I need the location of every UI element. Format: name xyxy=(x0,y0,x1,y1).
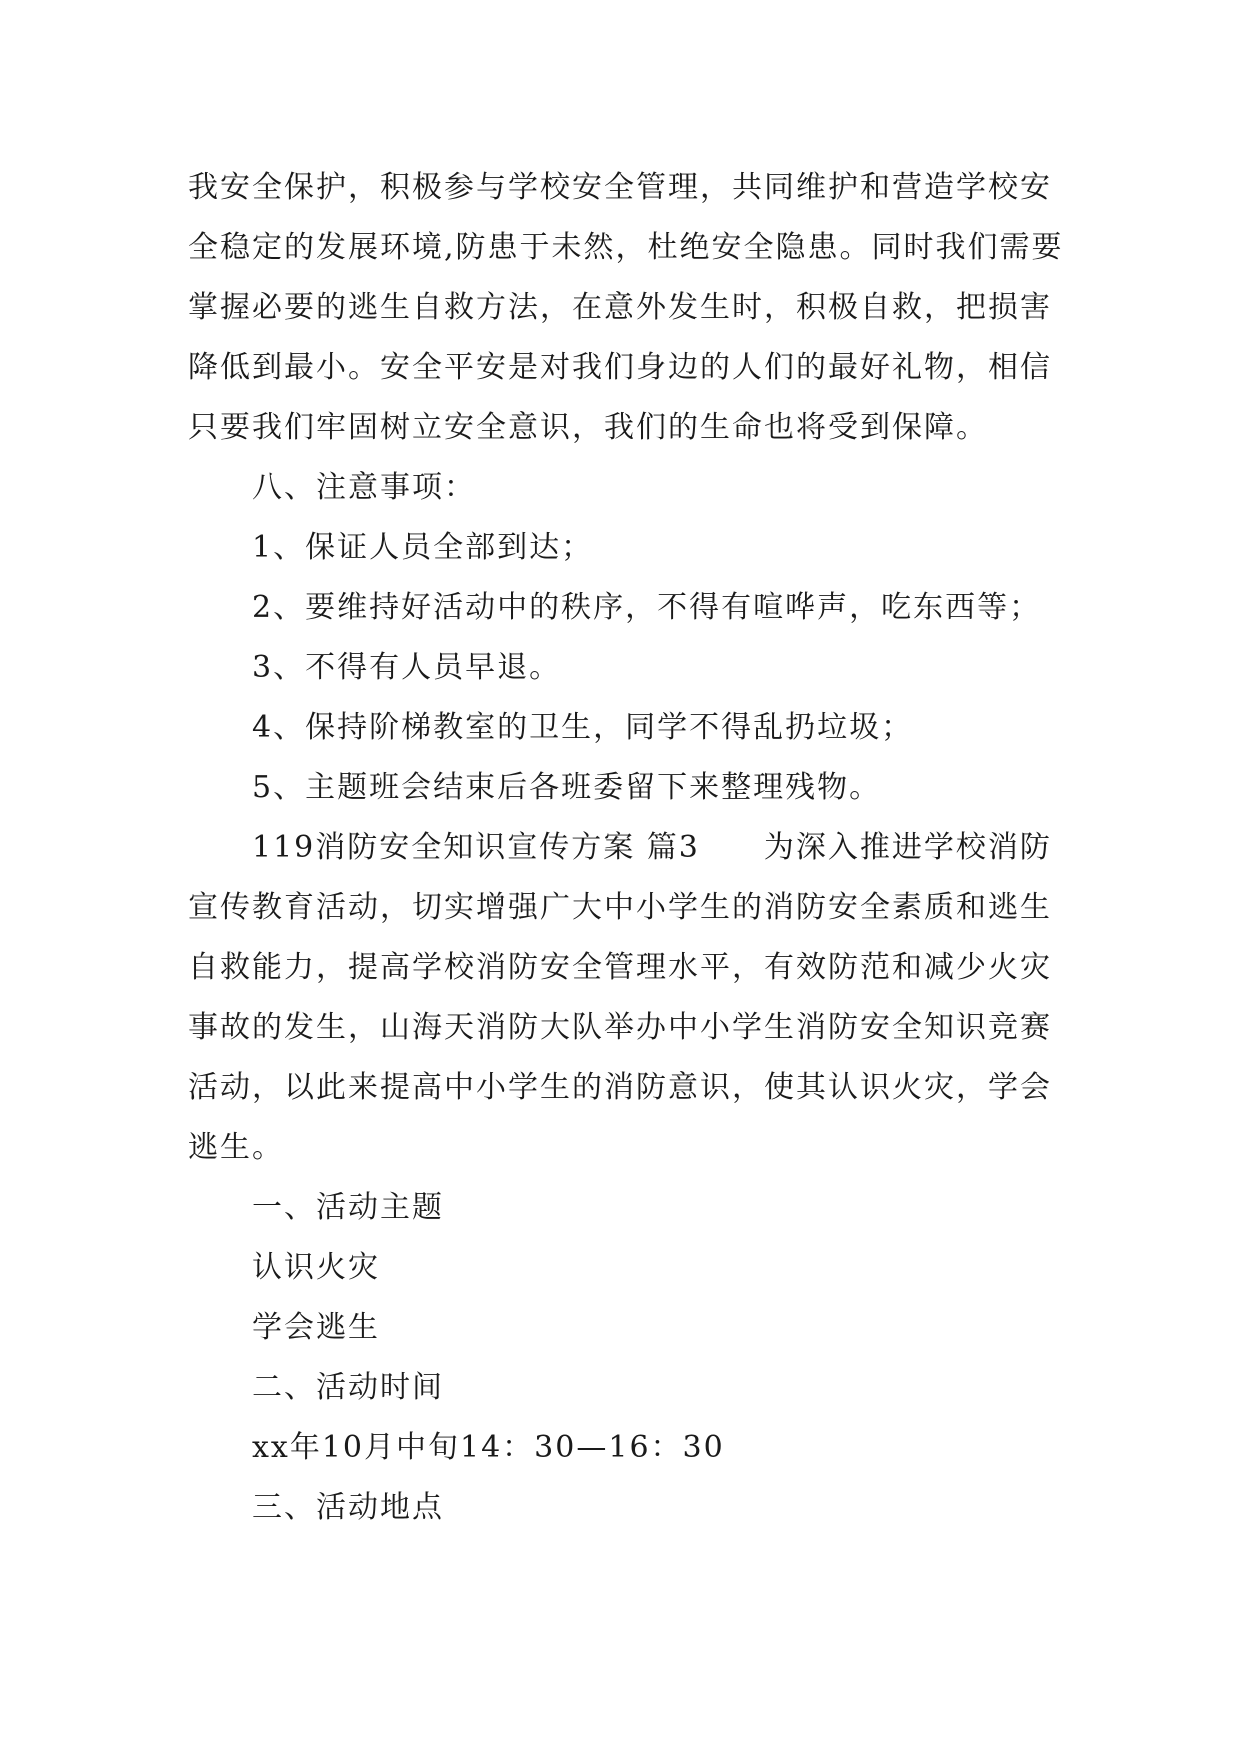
activity-time: xx年10月中旬14：30—16：30 xyxy=(252,1430,725,1465)
list-item: 5、主题班会结束后各班委留下来整理残物。 xyxy=(252,770,882,805)
section-heading-notes: 八、注意事项： xyxy=(252,470,476,505)
theme-line: 认识火灾 xyxy=(252,1250,380,1285)
section-heading-location: 三、活动地点 xyxy=(252,1490,444,1525)
section-heading-theme: 一、活动主题 xyxy=(252,1190,444,1225)
list-item: 2、要维持好活动中的秩序，不得有喧哗声，吃东西等； xyxy=(252,590,1042,625)
document-body xyxy=(188,158,1068,1538)
list-item: 1、保证人员全部到达； xyxy=(252,530,594,565)
theme-line: 学会逃生 xyxy=(252,1310,380,1345)
section-heading-time: 二、活动时间 xyxy=(252,1370,444,1405)
paragraph-plan-intro: 119消防安全知识宣传方案 篇3 为深入推进学校消防宣传教育活动，切实增强广大中小学生的消防安全素质和逃生自救能力，提高学校消防安全管理水平，有效防范和减少火灾事故的发生，山海天消防大队举办中小学生消防安全知识竞赛活动，以此来提高中小学生的消防意识，使其认识火灾，学会逃生。 xyxy=(188,830,1052,1165)
list-item: 3、不得有人员早退。 xyxy=(252,650,562,685)
paragraph-safety-summary: 我安全保护，积极参与学校安全管理，共同维护和营造学校安全稳定的发展环境,防患于未然，杜绝安全隐患。同时我们需要掌握必要的逃生自救方法，在意外发生时，积极自救，把损害降低到最小。安全平安是对我们身边的人们的最好礼物，相信只要我们牢固树立安全意识，我们的生命也将受到保障。 xyxy=(188,170,1064,445)
list-item: 4、保持阶梯教室的卫生，同学不得乱扔垃圾； xyxy=(252,710,914,745)
